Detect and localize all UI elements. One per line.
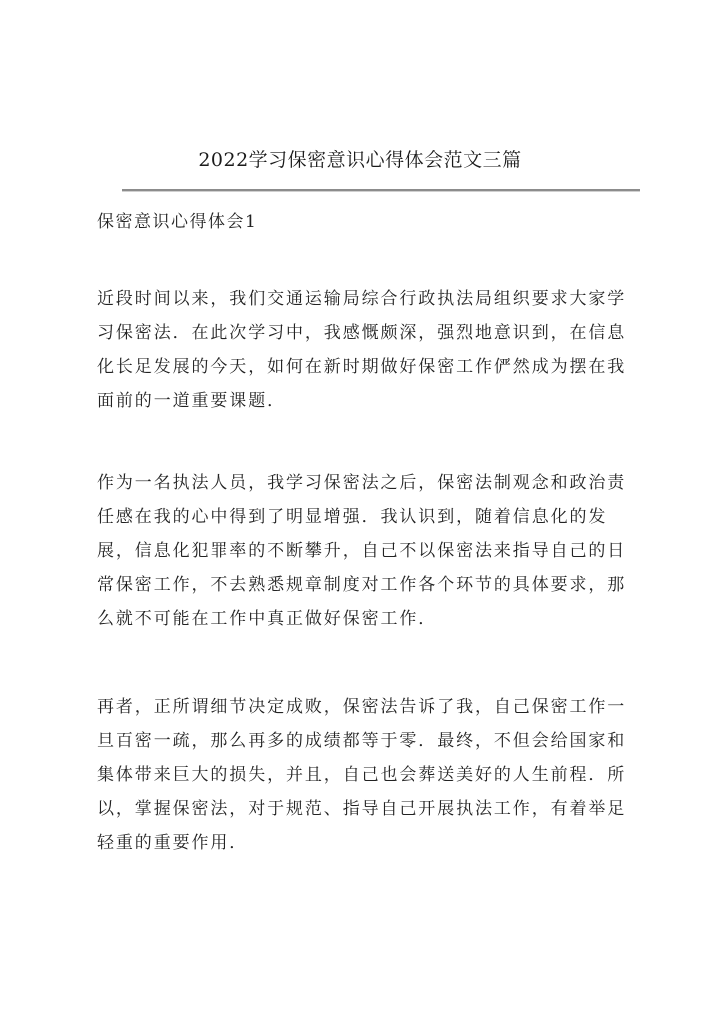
- paragraph-1: [97, 282, 657, 418]
- paragraph-2: [97, 466, 657, 636]
- paragraph-line: 轻重的重要作用．: [97, 833, 249, 853]
- paragraph-line: 习保密法．在此次学习中，我感慨颇深，强烈地意识到，在信息: [97, 323, 627, 343]
- paragraph-line: 任感在我的心中得到了明显增强．我认识到，随着信息化的发: [97, 507, 608, 527]
- paragraph-line: 旦百密一疏，那么再多的成绩都等于零．最终，不但会给国家和: [97, 731, 627, 751]
- paragraph-3: [97, 690, 657, 860]
- title-divider: [122, 189, 640, 191]
- paragraph-line: 展，信息化犯罪率的不断攀升，自己不以保密法来指导自己的日: [97, 541, 627, 561]
- section-heading: 保密意识心得体会1: [97, 212, 258, 232]
- paragraph-line: 面前的一道重要课题．: [97, 391, 286, 411]
- paragraph-line: 常保密工作，不去熟悉规章制度对工作各个环节的具体要求，那: [97, 575, 627, 595]
- paragraph-line: 再者，正所谓细节决定成败，保密法告诉了我，自己保密工作一: [97, 697, 627, 717]
- paragraph-line: 么就不可能在工作中真正做好保密工作．: [97, 609, 438, 629]
- paragraph-line: 以，掌握保密法，对于规范、指导自己开展执法工作，有着举足: [97, 799, 627, 819]
- page-title: 2022学习保密意识心得体会范文三篇: [198, 149, 522, 171]
- paragraph-line: 近段时间以来，我们交通运输局综合行政执法局组织要求大家学: [97, 289, 627, 309]
- paragraph-line: 集体带来巨大的损失，并且，自己也会葬送美好的人生前程．所: [97, 765, 627, 785]
- paragraph-line: 化长足发展的今天，如何在新时期做好保密工作俨然成为摆在我: [97, 357, 627, 377]
- paragraph-line: 作为一名执法人员，我学习保密法之后，保密法制观念和政治责: [97, 473, 627, 493]
